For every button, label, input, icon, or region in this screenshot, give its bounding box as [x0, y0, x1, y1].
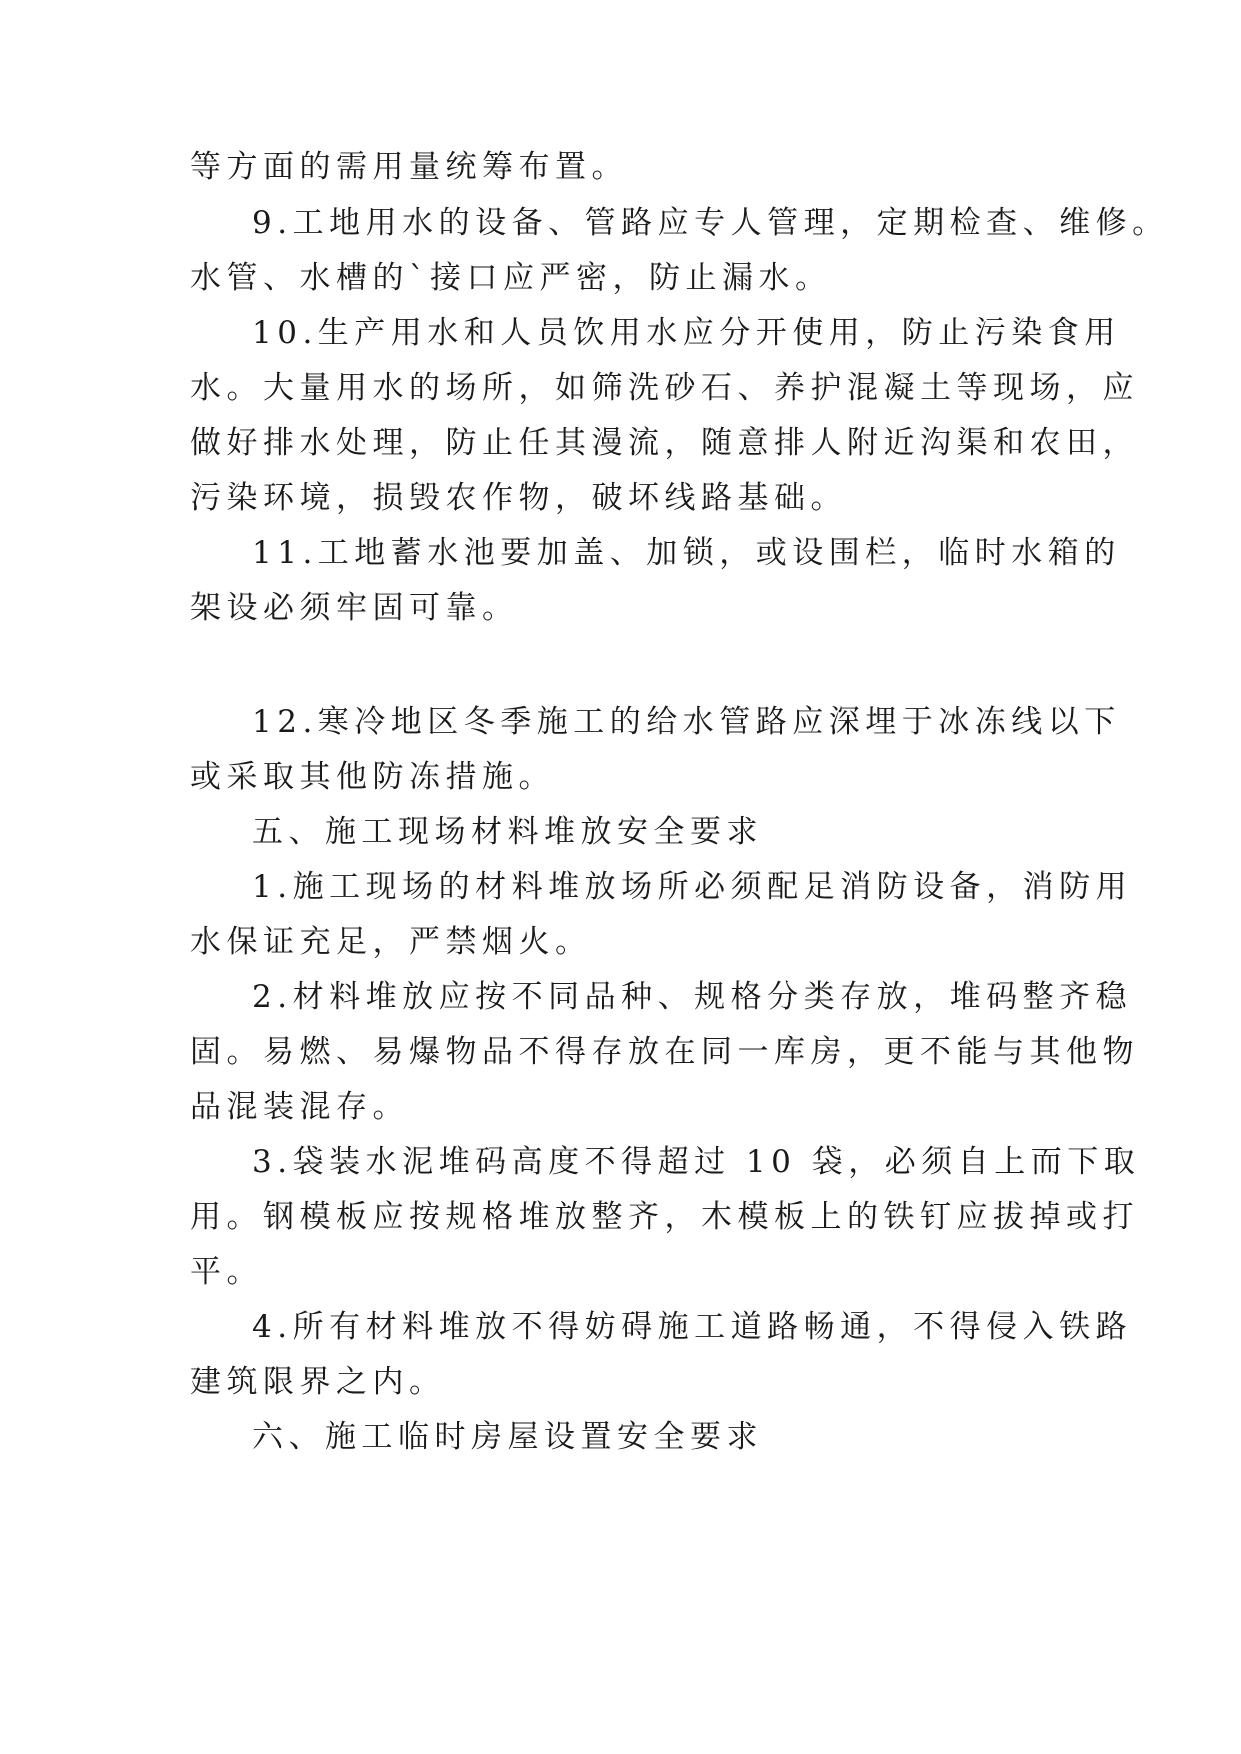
text-line: 水保证充足，严禁烟火。 — [190, 924, 592, 960]
text-line: 建筑限界之内。 — [190, 1364, 446, 1400]
text-line: 11.工地蓄水池要加盖、加锁，或设围栏，临时水箱的 — [252, 535, 1121, 571]
text-line: 12.寒冷地区冬季施工的给水管路应深埋于冰冻线以下 — [252, 704, 1121, 740]
text-line: 或采取其他防冻措施。 — [190, 759, 555, 795]
text-line: 架设必须牢固可靠。 — [190, 590, 519, 626]
text-line: 污染环境，损毁农作物，破坏线路基础。 — [190, 480, 847, 516]
text-line: 平。 — [190, 1254, 263, 1290]
text-line: 10.生产用水和人员饮用水应分开使用，防止污染食用 — [252, 315, 1121, 351]
text-line: 4.所有材料堆放不得妨碍施工道路畅通，不得侵入铁路 — [252, 1309, 1133, 1345]
section-heading: 五、施工现场材料堆放安全要求 — [252, 814, 763, 850]
text-line: 1.施工现场的材料堆放场所必须配足消防设备，消防用 — [252, 869, 1133, 905]
text-line: 做好排水处理，防止任其漫流，随意排人附近沟渠和农田， — [190, 425, 1139, 461]
text-line: 水管、水槽的`接口应严密，防止漏水。 — [190, 260, 832, 296]
text-line: 2.材料堆放应按不同品种、规格分类存放，堆码整齐稳 — [252, 979, 1133, 1015]
text-line: 3.袋装水泥堆码高度不得超过 10 袋，必须自上而下取 — [252, 1144, 1141, 1180]
text-line: 品混装混存。 — [190, 1089, 409, 1125]
text-line: 水。大量用水的场所，如筛洗砂石、养护混凝土等现场，应 — [190, 370, 1139, 406]
text-line: 用。钢模板应按规格堆放整齐，木模板上的铁钉应拔掉或打 — [190, 1199, 1139, 1235]
text-line: 9.工地用水的设备、管路应专人管理，定期检查、维修。 — [252, 205, 1169, 241]
text-line: 等方面的需用量统筹布置。 — [190, 149, 628, 185]
section-heading: 六、施工临时房屋设置安全要求 — [252, 1419, 763, 1455]
text-line: 固。易燃、易爆物品不得存放在同一库房，更不能与其他物 — [190, 1034, 1139, 1070]
